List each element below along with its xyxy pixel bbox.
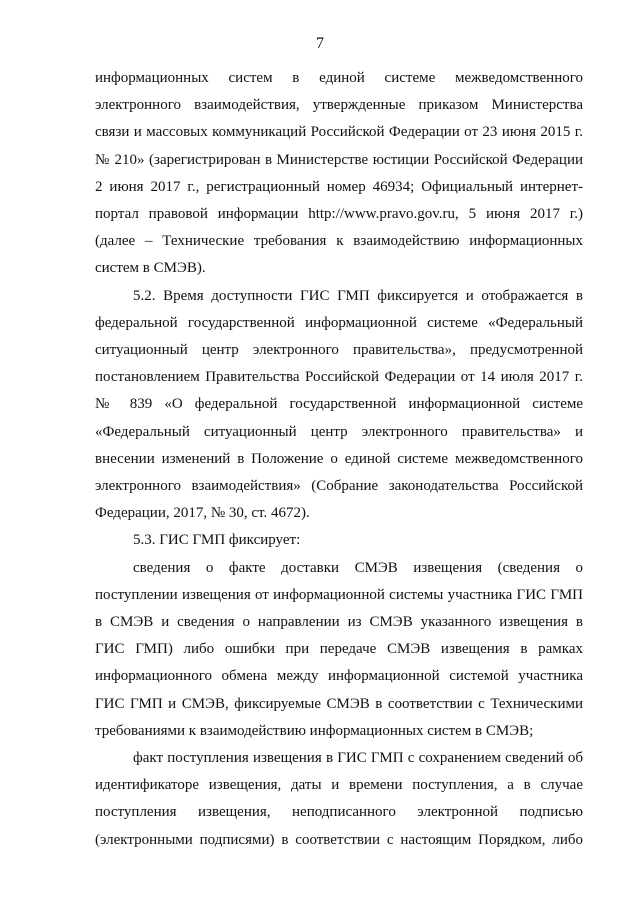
text-line: постановлением Правительства Российской Федерации от 14 июля 2017 г. xyxy=(95,369,583,386)
text-line: систем в СМЭВ). xyxy=(95,260,206,277)
text-line: поступлении извещения от информационной системы участника ГИС ГМП xyxy=(95,586,583,603)
text-line: в СМЭВ и сведения о направлении из СМЭВ указанного извещения в xyxy=(95,614,583,631)
paragraph-5-3-heading xyxy=(95,527,583,554)
paragraph-technical-requirements xyxy=(95,65,583,283)
text-line: поступления извещения, неподписанного электронной подписью xyxy=(95,804,583,821)
text-line: ГИС ГМП и СМЭВ, фиксируемые СМЭВ в соответствии с Техническими xyxy=(95,695,583,712)
text-line: ситуационный центр электронного правительства», предусмотренной xyxy=(95,342,583,359)
text-line: федеральной государственной информационной системе «Федеральный xyxy=(95,314,583,331)
paragraph-notice-receipt xyxy=(95,745,583,854)
text-line: портал правовой информации http://www.pravo.gov.ru, 5 июня 2017 г.) xyxy=(95,206,583,223)
paragraph-5-2 xyxy=(95,283,583,528)
text-line: электронного взаимодействия» (Собрание законодательства Российской xyxy=(95,478,583,495)
text-line: (далее – Технические требования к взаимодействию информационных xyxy=(95,233,583,250)
text-line: внесении изменений в Положение о единой системе межведомственного xyxy=(95,450,583,467)
text-line: (электронными подписями) в соответствии с настоящим Порядком, либо xyxy=(95,831,583,848)
text-line: № 210» (зарегистрирован в Министерстве юстиции Российской Федерации xyxy=(95,151,583,168)
text-line: 5.2. Время доступности ГИС ГМП фиксируется и отображается в xyxy=(133,287,583,304)
text-line: факт поступления извещения в ГИС ГМП с сохранением сведений об xyxy=(133,750,583,767)
text-line: сведения о факте доставки СМЭВ извещения (сведения о xyxy=(133,559,583,576)
text-line: «Федеральный ситуационный центр электронного правительства» и xyxy=(95,423,583,440)
document-body xyxy=(95,65,583,854)
text-line: ГИС ГМП) либо ошибки при передаче СМЭВ извещения в рамках xyxy=(95,641,583,658)
text-line: связи и массовых коммуникаций Российской Федерации от 23 июня 2015 г. xyxy=(95,124,583,141)
text-line: Федерации, 2017, № 30, ст. 4672). xyxy=(95,505,310,522)
text-line: 2 июня 2017 г., регистрационный номер 46934; Официальный интернет- xyxy=(95,178,583,195)
paragraph-smev-delivery xyxy=(95,555,583,745)
text-line: электронного взаимодействия, утвержденные приказом Министерства xyxy=(95,97,583,114)
text-line: идентификаторе извещения, даты и времени поступления, а в случае xyxy=(95,777,583,794)
text-line: № 839 «О федеральной государственной информационной системе xyxy=(95,396,583,413)
text-line: информационного обмена между информационной системой участника xyxy=(95,668,583,685)
text-line: информационных систем в единой системе межведомственного xyxy=(95,70,583,86)
text-line: 5.3. ГИС ГМП фиксирует: xyxy=(133,532,301,549)
text-line: требованиями к взаимодействию информационных систем в СМЭВ; xyxy=(95,722,534,739)
page-number: 7 xyxy=(316,35,324,52)
